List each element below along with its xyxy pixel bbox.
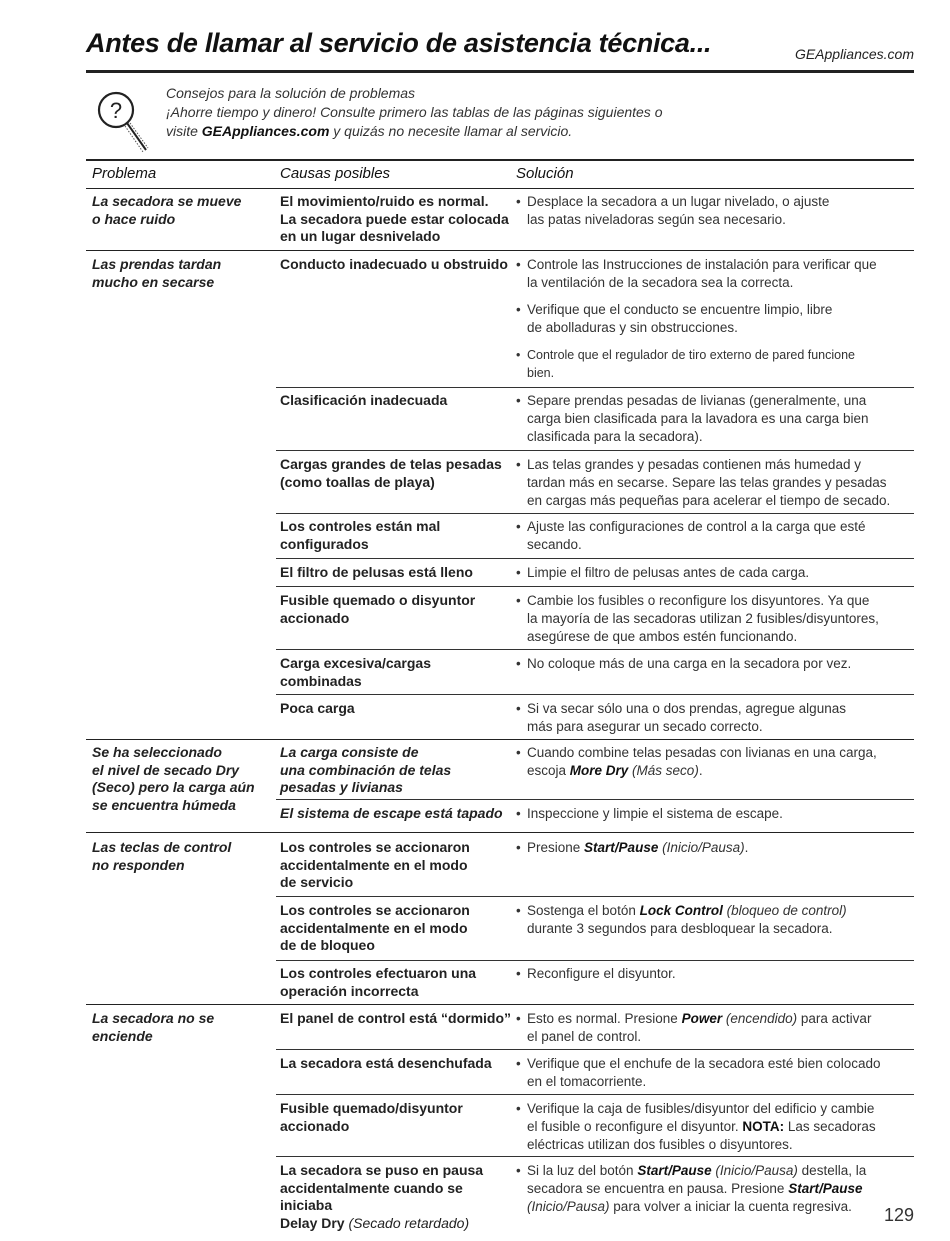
row-divider [86,832,914,833]
column-header-problem: Problema [92,165,157,182]
solution-cell: • Presione Start/Pause (Inicio/Pausa). [516,840,749,855]
problem-cell: La secadora se mueve o hace ruido [92,193,242,227]
solution-cell: • Inspeccione y limpie el sistema de escape. [516,806,783,821]
page-number: 129 [884,1205,915,1225]
solution-cell: • Controle las Instrucciones de instalación para verificar que la ventilación de la secadora sea la correcta. [516,257,877,290]
table-header-rule [86,188,914,189]
row-divider [276,558,914,559]
row-divider [276,1156,914,1157]
solution-cell: • Verifique que el conducto se encuentre limpio, libre de abolladuras y sin obstrucciones. [516,302,833,335]
row-divider [276,450,914,451]
page-title: Antes de llamar al servicio de asistencia técnica... [86,28,712,58]
solution-cell: • Si la luz del botón Start/Pause (Inicio/Pausa) destella, la secadora se encuentra en pausa. Presione Start/Pause (Inicio/Pausa) para volver a iniciar la cuenta regresiva. [516,1163,867,1214]
cause-cell: Los controles están mal configurados [280,518,441,552]
solution-cell: • Desplace la secadora a un lugar nivelado, o ajuste las patas niveladoras según sea necesario. [516,194,830,227]
problem-cell: La secadora no se enciende [92,1010,215,1044]
row-divider [276,387,914,388]
tips-line: ¡Ahorre tiempo y dinero! Consulte primero las tablas de las páginas siguientes o [166,104,663,120]
cause-cell: La secadora está desenchufada [280,1055,492,1071]
table-top-rule [86,159,914,161]
question-magnifier-icon [92,88,150,154]
row-divider [276,896,914,897]
row-divider [276,1094,914,1095]
row-divider [276,649,914,650]
tips-title: Consejos para la solución de problemas [166,85,416,101]
problem-cell: Las teclas de control no responden [92,839,232,873]
solution-cell: • Limpie el filtro de pelusas antes de cada carga. [516,565,810,580]
svg-text:?: ? [109,98,123,123]
tips-block [166,84,866,141]
row-divider [276,1049,914,1050]
problem-cell: Las prendas tardan mucho en secarse [92,256,222,290]
cause-cell: Fusible quemado o disyuntor accionado [280,592,476,626]
column-header-solution: Solución [516,165,574,182]
header [86,28,914,72]
cause-cell: Clasificación inadecuada [280,392,448,408]
solution-cell: • Controle que el regulador de tiro externo de pared funcione bien. [516,348,855,380]
solution-cell: • Esto es normal. Presione Power (encendido) para activar el panel de control. [516,1011,872,1044]
row-divider [276,513,914,514]
cause-cell: Los controles se accionaron accidentalmente en el modo de de bloqueo [280,902,470,953]
problem-cell: Se ha seleccionado el nivel de secado Dry (Seco) pero la carga aún se encuentra húmeda [92,744,255,813]
cause-cell: La secadora se puso en pausa accidentalmente cuando se iniciaba Delay Dry (Secado retardado) [280,1162,484,1231]
row-divider [86,250,914,251]
cause-cell: El sistema de escape está tapado [280,805,503,821]
row-divider [276,960,914,961]
tips-link[interactable]: GEAppliances.com [201,123,330,139]
cause-cell: Los controles se accionaron accidentalmente en el modo de servicio [280,839,470,890]
solution-cell: • Las telas grandes y pesadas contienen más humedad y tardan más en secarse. Separe las telas grandes y pesadas en cargas más pequeñas para acelerar el tiempo de secado. [516,457,891,508]
cause-cell: Los controles efectuaron una operación incorrecta [280,965,477,999]
cause-cell: Cargas grandes de telas pesadas (como toallas de playa) [280,456,502,490]
tips-line: visite GEAppliances.com y quizás no necesite llamar al servicio. [166,123,573,139]
cause-cell: El panel de control está “dormido” [280,1010,512,1026]
row-divider [276,586,914,587]
cause-cell: El movimiento/ruido es normal. La secadora puede estar colocada en un lugar desnivelado [280,193,509,244]
site-link[interactable]: GEAppliances.com [794,46,914,62]
solution-cell: • Verifique la caja de fusibles/disyuntor del edificio y cambie el fusible o reconfigure el disyuntor. NOTA: Las secadoras eléctricas utilizan dos fusibles o disyuntores. [516,1101,876,1152]
solution-cell: • Sostenga el botón Lock Control (bloqueo de control) durante 3 segundos para desbloquear la secadora. [516,903,847,936]
cause-cell: Fusible quemado/disyuntor accionado [280,1100,463,1134]
cause-cell: Carga excesiva/cargas combinadas [280,655,431,689]
solution-cell: • Reconfigure el disyuntor. [516,966,676,981]
cause-cell: Conducto inadecuado u obstruido [280,256,508,272]
solution-cell: • Cambie los fusibles o reconfigure los disyuntores. Ya que la mayoría de las secadoras utilizan 2 fusibles/disyuntores, asegúrese de que ambos estén funcionando. [516,593,879,644]
solution-cell: • Ajuste las configuraciones de control a la carga que esté secando. [516,519,866,552]
solution-cell: • Separe prendas pesadas de livianas (generalmente, una carga bien clasificada para la lavadora es una carga bien clasificada para la secadora). [516,393,869,444]
cause-cell: Poca carga [280,700,355,716]
cause-cell: La carga consiste de una combinación de telas pesadas y livianas [280,744,452,795]
solution-cell: • Si va secar sólo una o dos prendas, agregue algunas más para asegurar un secado correcto. [516,701,846,734]
row-divider [276,799,914,800]
solution-cell: • Verifique que el enchufe de la secadora esté bien colocado en el tomacorriente. [516,1056,881,1089]
row-divider [86,739,914,740]
header-rule [86,70,914,73]
solution-cell: • No coloque más de una carga en la secadora por vez. [516,656,852,671]
cause-cell: El filtro de pelusas está lleno [280,564,473,580]
column-header-cause: Causas posibles [280,165,391,182]
row-divider [276,694,914,695]
row-divider [86,1004,914,1005]
solution-cell: • Cuando combine telas pesadas con livianas en una carga, escoja More Dry (Más seco). [516,745,877,778]
